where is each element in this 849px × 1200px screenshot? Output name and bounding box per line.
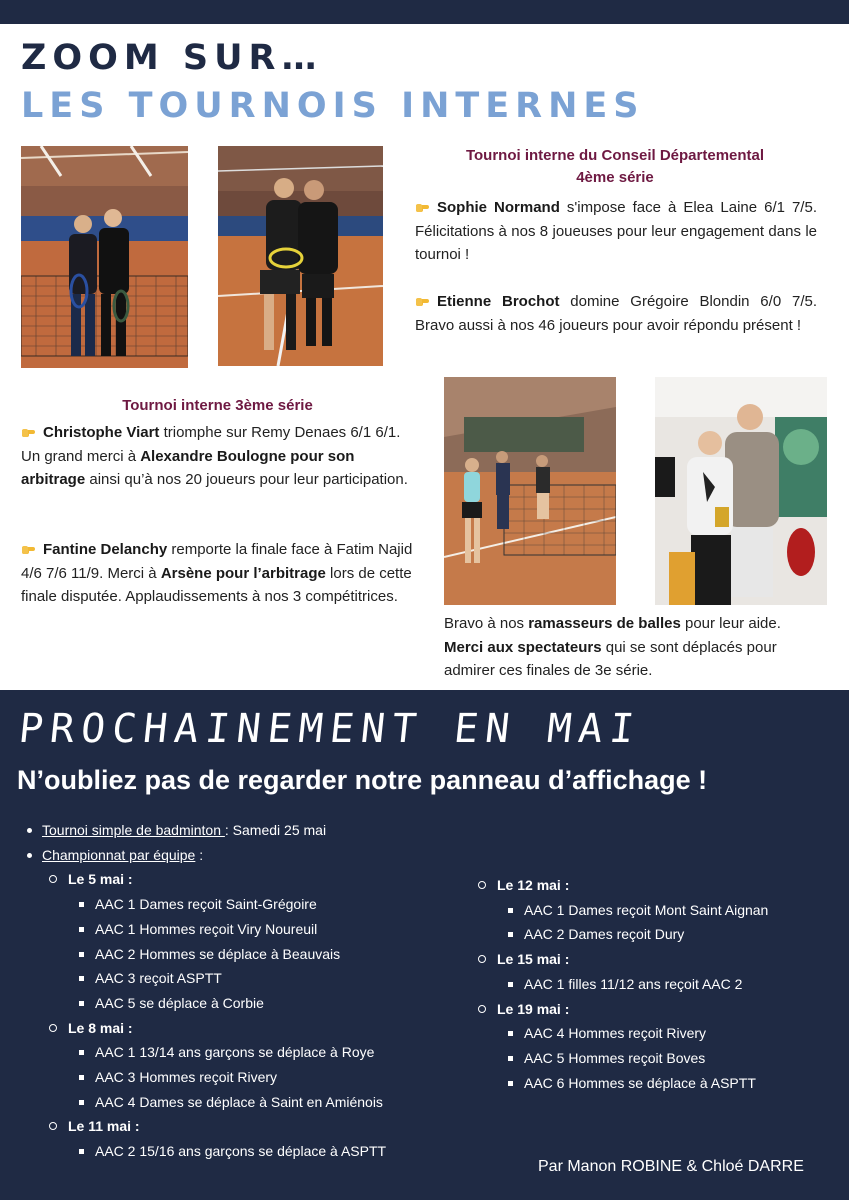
spectators-thanks: Merci aux spectateurs [444, 638, 602, 656]
referee-thanks: Arsène pour l’arbitrage [160, 564, 326, 582]
match-item: AAC 1 Dames reçoit Mont Saint Aignan [449, 898, 839, 923]
pointing-hand-icon [21, 421, 39, 445]
events-list-left [20, 818, 460, 1164]
conseil-result-2 [415, 290, 817, 337]
bravo-text-part: pour leur aide. [680, 615, 781, 632]
result-text: s'impose face à Elea Laine 6/1 7/5. Félicitations à nos 8 joueuses pour leur engagement dans le tournoi ! [415, 199, 817, 263]
match-item: AAC 2 Hommes se déplace à Beauvais [20, 942, 460, 967]
result-text: lors de cette finale disputée. Applaudissements à nos 3 compétitrices. [21, 564, 412, 605]
championnat-link[interactable]: Championnat par équipe [42, 846, 196, 863]
serie3-section-title: Tournoi interne 3ème série [122, 397, 313, 414]
upcoming-heading: PROCHAINEMENT EN MAI [16, 706, 644, 752]
bravo-text [444, 612, 829, 683]
conseil-title-line1: Tournoi interne du Conseil Départemental [465, 147, 765, 164]
player-name: Etienne Brochot [437, 293, 560, 310]
photo-court-match [444, 377, 616, 605]
photo-trophy-winners [655, 377, 827, 605]
match-item: AAC 4 Dames se déplace à Saint en Amiénois [20, 1090, 460, 1115]
list-item-badminton [20, 818, 460, 843]
badminton-date: : Samedi 25 mai [224, 822, 327, 838]
serie3-result-2 [21, 538, 413, 609]
bravo-text-part: Bravo à nos [444, 615, 529, 632]
match-item: AAC 3 Hommes reçoit Rivery [20, 1065, 460, 1090]
match-item: AAC 5 Hommes reçoit Boves [449, 1046, 839, 1071]
list-item-championnat [20, 843, 460, 868]
badminton-link[interactable]: Tournoi simple de badminton [42, 822, 225, 838]
pointing-hand-icon [415, 290, 433, 314]
events-list-right [449, 873, 839, 1095]
event-date: Le 5 mai : [20, 867, 460, 892]
match-item: AAC 1 filles 11/12 ans reçoit AAC 2 [449, 972, 839, 997]
page-title-line2: LES TOURNOIS INTERNES [21, 86, 645, 126]
championnat-suffix: : [195, 846, 204, 863]
ball-kids-thanks: ramasseurs de balles [528, 615, 681, 632]
result-text: domine Grégoire Blondin 6/0 7/5. Bravo aussi à nos 46 joueurs pour avoir répondu présent ! [415, 293, 817, 334]
event-date: Le 15 mai : [449, 947, 839, 972]
match-item: AAC 5 se déplace à Corbie [20, 991, 460, 1016]
serie3-result-1 [21, 421, 413, 492]
event-date: Le 8 mai : [20, 1016, 460, 1041]
match-item: AAC 2 15/16 ans garçons se déplace à ASPTT [20, 1139, 460, 1164]
pointing-hand-icon [415, 196, 433, 220]
referee-thanks: Alexandre Boulogne pour son arbitrage [21, 447, 355, 488]
result-text: ainsi qu’à nos 20 joueurs pour leur participation. [85, 471, 408, 488]
event-date: Le 11 mai : [20, 1114, 460, 1139]
match-item: AAC 3 reçoit ASPTT [20, 966, 460, 991]
bravo-text-part: qui se sont déplacés pour admirer ces finales de 3e série. [444, 638, 777, 679]
match-item: AAC 4 Hommes reçoit Rivery [449, 1021, 839, 1046]
player-name: Sophie Normand [437, 199, 560, 216]
player-name: Christophe Viart [43, 424, 160, 441]
photo-women-finalists [21, 146, 188, 368]
event-date: Le 19 mai : [449, 997, 839, 1022]
photo-men-finalists [218, 146, 383, 366]
conseil-section-title [412, 145, 818, 189]
event-date: Le 12 mai : [449, 873, 839, 898]
author-credit: Par Manon ROBINE & Chloé DARRE [538, 1158, 804, 1175]
notice-board-reminder: N’oubliez pas de regarder notre panneau d’affichage ! [17, 765, 708, 795]
match-item: AAC 1 Dames reçoit Saint-Grégoire [20, 892, 460, 917]
result-text: remporte la finale face à Fatim Najid 4/6 7/6 11/9. Merci à [21, 541, 413, 582]
player-name: Fantine Delanchy [43, 541, 168, 558]
match-item: AAC 6 Hommes se déplace à ASPTT [449, 1071, 839, 1096]
match-item: AAC 2 Dames reçoit Dury [449, 922, 839, 947]
match-item: AAC 1 Hommes reçoit Viry Noureuil [20, 917, 460, 942]
result-text: triomphe sur Remy Denaes 6/1 6/1. Un grand merci à [21, 424, 401, 465]
pointing-hand-icon [21, 538, 39, 562]
match-item: AAC 1 13/14 ans garçons se déplace à Roye [20, 1040, 460, 1065]
page-title-line1: ZOOM SUR… [21, 38, 323, 78]
top-banner [0, 0, 849, 24]
conseil-title-line2: 4ème série [576, 169, 654, 186]
conseil-result-1 [415, 196, 817, 267]
